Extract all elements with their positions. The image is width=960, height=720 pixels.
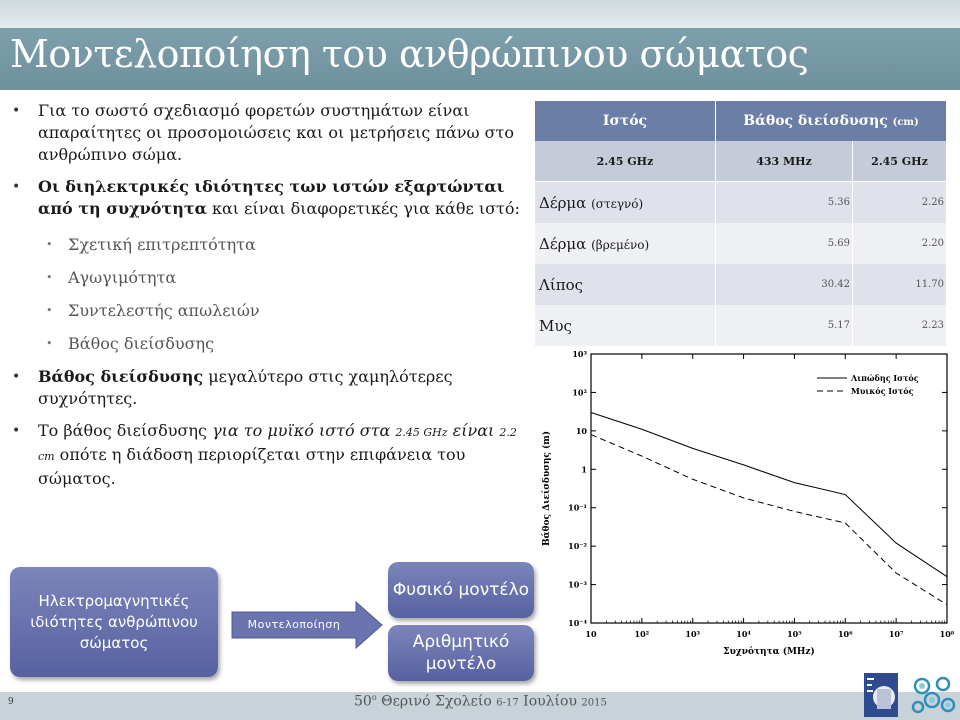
tissue-name bbox=[535, 182, 716, 224]
depth-433: 30.42 bbox=[716, 264, 853, 305]
x-tick-label: 10⁸ bbox=[939, 629, 955, 639]
physical-model-label: Φυσικό μοντέλο bbox=[392, 580, 530, 600]
x-tick-label: 10 bbox=[585, 629, 597, 639]
university-logo-icon bbox=[864, 673, 898, 717]
bullet-2-rest: και είναι διαφορετικές για κάθε ιστό: bbox=[206, 199, 520, 218]
bullet-3 bbox=[6, 366, 526, 410]
bullet-list bbox=[6, 100, 526, 500]
tissue-name bbox=[535, 223, 716, 264]
penetration-depth-table bbox=[535, 101, 947, 346]
footer-month: Ιουλίου bbox=[518, 693, 582, 710]
y-tick-label: 10 bbox=[575, 425, 587, 436]
y-tick-label: 10⁻¹ bbox=[568, 502, 587, 513]
tissue-label: Δέρμα bbox=[539, 234, 587, 253]
header-depth-label: Βάθος διείσδυσης bbox=[743, 113, 888, 129]
bullet-3-rest: μεγαλύτερο στις χαμηλότερες συχνότητες. bbox=[38, 367, 453, 408]
x-tick-label: 10⁷ bbox=[888, 629, 904, 639]
numerical-model-label: Αριθμητικό μοντέλο bbox=[412, 632, 510, 674]
numerical-model-box[interactable] bbox=[388, 625, 534, 681]
footer-sup: ο bbox=[371, 693, 377, 702]
depth-433: 5.36 bbox=[716, 182, 853, 224]
y-axis-label: Βάθος Διείσδυσης (m) bbox=[542, 430, 552, 547]
depth-245: 11.70 bbox=[853, 264, 947, 305]
footer-dates: 6-17 bbox=[496, 697, 519, 709]
em-properties-box[interactable] bbox=[10, 567, 218, 677]
x-axis-label: Συχνότητα (MHz) bbox=[723, 647, 815, 657]
bullet-3-bold: Βάθος διείσδυσης bbox=[38, 367, 204, 386]
subheader: 2.45 GHz bbox=[853, 141, 947, 182]
x-tick-label: 10⁵ bbox=[787, 629, 802, 639]
tissue-qualifier: (βρεμένο) bbox=[591, 237, 650, 252]
tissue-label: Μυς bbox=[539, 316, 572, 335]
x-tick-label: 10³ bbox=[685, 629, 701, 639]
x-tick-label: 10² bbox=[634, 629, 650, 639]
header-depth bbox=[716, 101, 947, 141]
header-tissue: Ιστός bbox=[535, 101, 716, 141]
bullet-4-italic: για το μυϊκό ιστό στα bbox=[212, 421, 396, 440]
depth-433: 5.69 bbox=[716, 223, 853, 264]
table-row bbox=[535, 305, 947, 346]
sub-bullet: • Σχετική επιτρεπτότητα bbox=[6, 234, 526, 256]
header-depth-unit: (cm) bbox=[892, 117, 919, 128]
waves-logo-icon bbox=[908, 673, 958, 717]
tissue-name bbox=[535, 264, 716, 305]
bullet-4-b: οπότε η διάδοση περιορίζεται στην επιφάνεια του σώματος. bbox=[38, 445, 466, 488]
sub-bullet: • Αγωγιμότητα bbox=[6, 267, 526, 289]
footer-year: 2015 bbox=[581, 697, 607, 709]
y-tick-label: 1 bbox=[581, 464, 587, 475]
depth-245: 2.20 bbox=[853, 223, 947, 264]
tissue-label: Δέρμα bbox=[539, 193, 587, 212]
bullet-4-italic-2: είναι bbox=[447, 421, 500, 440]
y-tick-label: 10² bbox=[572, 387, 587, 398]
bullet-4-a: Το βάθος διείσδυσης bbox=[38, 421, 213, 440]
bullet-4-depth: 2.2 cm bbox=[38, 426, 517, 463]
bullet-1-text: Για το σωστό σχεδιασμό φορετών συστημάτων είναι απαραίτητες οι προσομοιώσεις και οι μετρήσεις πάνω στο ανθρώπινο σώμα. bbox=[38, 101, 515, 164]
tissue-name bbox=[535, 305, 716, 346]
bullet-2-bold: Οι διηλεκτρικές ιδιότητες των ιστών εξαρτώνται από τη συχνότητα bbox=[38, 177, 505, 218]
y-tick-label: 10⁻² bbox=[568, 541, 587, 552]
page-number: 9 bbox=[8, 697, 14, 707]
tissue-qualifier: (στεγνό) bbox=[591, 196, 644, 211]
modelling-arrow-label: Μοντελοποίηση bbox=[247, 618, 341, 631]
x-tick-label: 10⁶ bbox=[837, 629, 853, 639]
y-tick-label: 10³ bbox=[572, 349, 587, 359]
footer-number: 50 bbox=[354, 693, 372, 710]
bullet-1 bbox=[6, 100, 526, 166]
footer-school: Θερινό Σχολείο bbox=[376, 693, 497, 710]
depth-245: 2.23 bbox=[853, 305, 947, 346]
table-row bbox=[535, 182, 947, 224]
y-tick-label: 10⁻³ bbox=[568, 579, 587, 590]
y-tick-label: 10⁻⁴ bbox=[568, 618, 587, 628]
bullet-4-freq: 2.45 GHz bbox=[395, 426, 448, 439]
penetration-depth-chart bbox=[532, 343, 956, 665]
top-band bbox=[0, 0, 960, 28]
table-row bbox=[535, 223, 947, 264]
footer-text bbox=[354, 693, 607, 710]
legend-label: Μυικός Ιστός bbox=[851, 386, 914, 396]
subheader: 433 MHz bbox=[716, 141, 853, 182]
sub-bullet: • Βάθος διείσδυσης bbox=[6, 333, 526, 355]
subheader: 2.45 GHz bbox=[535, 141, 716, 182]
physical-model-box[interactable] bbox=[388, 562, 534, 618]
sub-bullet: • Συντελεστής απωλειών bbox=[6, 300, 526, 322]
depth-433: 5.17 bbox=[716, 305, 853, 346]
bullet-2 bbox=[6, 176, 526, 220]
tissue-label: Λίπος bbox=[539, 275, 584, 294]
slide-title: Μοντελοποίηση του ανθρώπινου σώματος bbox=[10, 32, 809, 76]
em-properties-label: Ηλεκτρομαγνητικές ιδιότητες ανθρώπινου σώματος bbox=[30, 591, 198, 652]
depth-245: 2.26 bbox=[853, 182, 947, 224]
bullet-4 bbox=[6, 420, 526, 490]
table-row bbox=[535, 264, 947, 305]
legend-label: Λιπώδης Ιστός bbox=[851, 373, 919, 383]
x-tick-label: 10⁴ bbox=[736, 629, 751, 639]
